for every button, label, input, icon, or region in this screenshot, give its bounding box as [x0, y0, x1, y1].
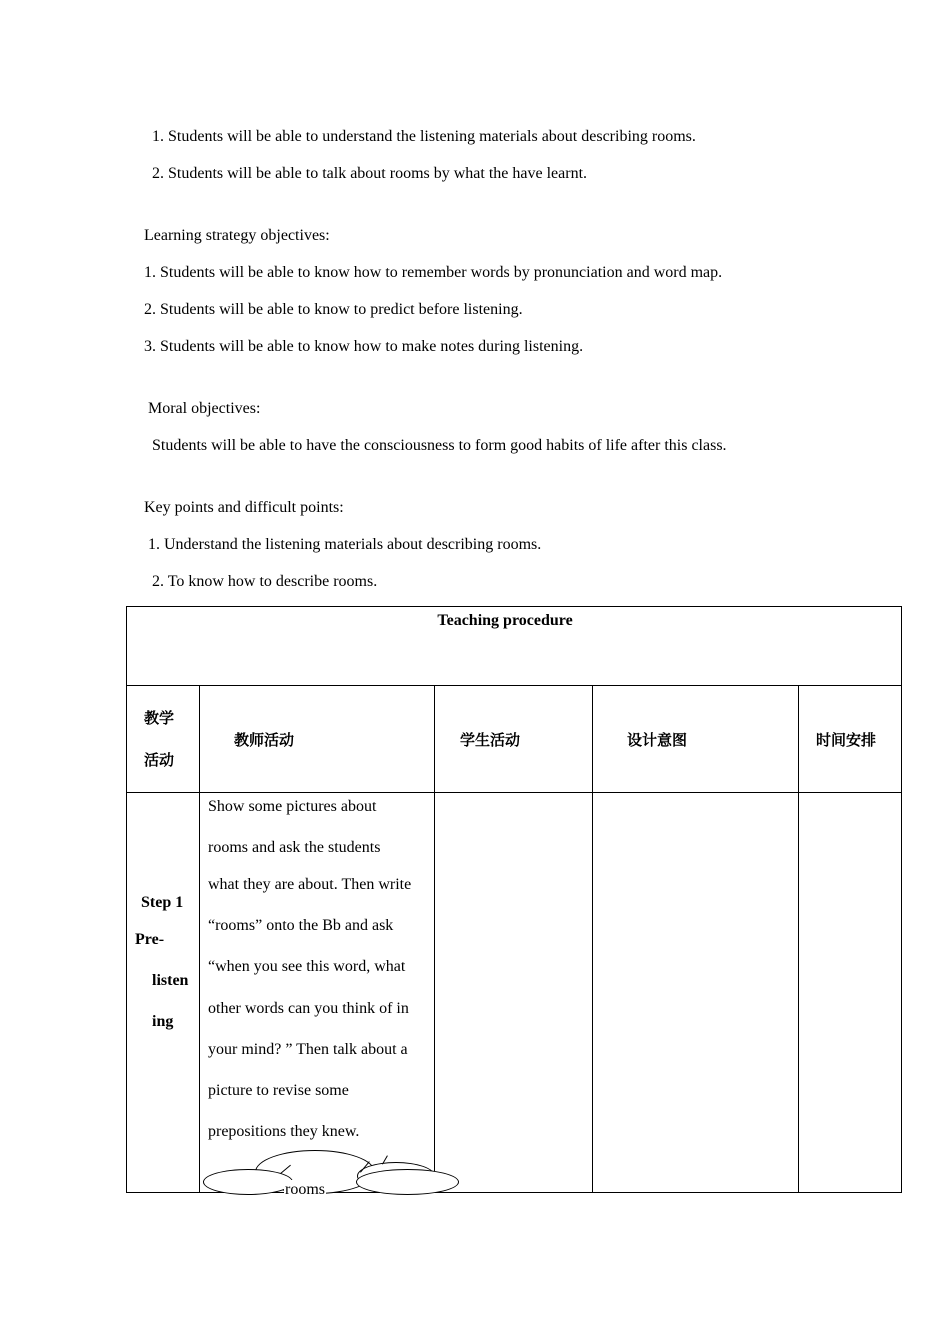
header-teaching-activity — [127, 686, 200, 793]
step1-label-line-1: Step 1 — [141, 894, 184, 911]
word-map-right-bubble — [356, 1169, 459, 1195]
header-teacher-activity — [200, 686, 435, 793]
word-map-left-bubble — [203, 1169, 293, 1195]
teacher-line-7: your mind? ” Then talk about a — [208, 1041, 408, 1058]
teacher-line-9: prepositions they knew. — [208, 1123, 360, 1140]
strategy-item-2: 2. Students will be able to know to predict before listening. — [144, 301, 523, 318]
step1-label-line-4: ing — [152, 1013, 174, 1030]
step1-label-line-3: listen — [152, 972, 189, 989]
teacher-line-4: “rooms” onto the Bb and ask — [208, 917, 394, 934]
strategy-heading: Learning strategy objectives: — [144, 227, 330, 244]
step1-label-line-2: Pre- — [135, 931, 165, 948]
teacher-line-1: Show some pictures about — [208, 798, 377, 815]
strategy-item-3: 3. Students will be able to know how to make notes during listening. — [144, 338, 584, 355]
moral-text: Students will be able to have the consciousness to form good habits of life after this class. — [152, 437, 727, 454]
step1-intent-cell — [593, 793, 799, 1193]
header-col5-label: 时间安排 — [816, 730, 877, 749]
step1-student-cell — [435, 793, 593, 1193]
teaching-procedure-table — [126, 606, 902, 1193]
teacher-line-5: “when you see this word, what — [208, 958, 406, 975]
header-time — [799, 686, 902, 793]
word-map-center-label: rooms — [285, 1181, 325, 1198]
header-col3-label: 学生活动 — [460, 730, 521, 749]
header-design-intent — [593, 686, 799, 793]
teacher-line-2: rooms and ask the students — [208, 839, 381, 856]
keypoint-item-1: 1. Understand the listening materials about describing rooms. — [148, 536, 542, 553]
objective-line-1: 1. Students will be able to understand the listening materials about describing rooms. — [152, 128, 696, 145]
header-col4-label: 设计意图 — [627, 730, 688, 749]
table-title-cell — [127, 607, 902, 686]
header-student-activity — [435, 686, 593, 793]
keypoints-heading: Key points and difficult points: — [144, 499, 344, 516]
moral-heading: Moral objectives: — [148, 400, 261, 417]
step1-teacher-cell — [200, 793, 435, 1193]
header-col2-label: 教师活动 — [234, 730, 295, 749]
teacher-line-8: picture to revise some — [208, 1082, 349, 1099]
step1-label-cell — [127, 793, 200, 1193]
table-title: Teaching procedure — [437, 612, 573, 629]
keypoint-item-2: 2. To know how to describe rooms. — [152, 573, 378, 590]
header-col1-line1: 教学 — [144, 709, 175, 727]
header-col1-line2: 活动 — [144, 751, 175, 769]
teacher-line-6: other words can you think of in — [208, 1000, 409, 1017]
teacher-line-3: what they are about. Then write — [208, 876, 412, 893]
step1-time-cell — [799, 793, 902, 1193]
strategy-item-1: 1. Students will be able to know how to remember words by pronunciation and word map. — [144, 264, 723, 281]
objective-line-2: 2. Students will be able to talk about rooms by what the have learnt. — [152, 165, 588, 182]
